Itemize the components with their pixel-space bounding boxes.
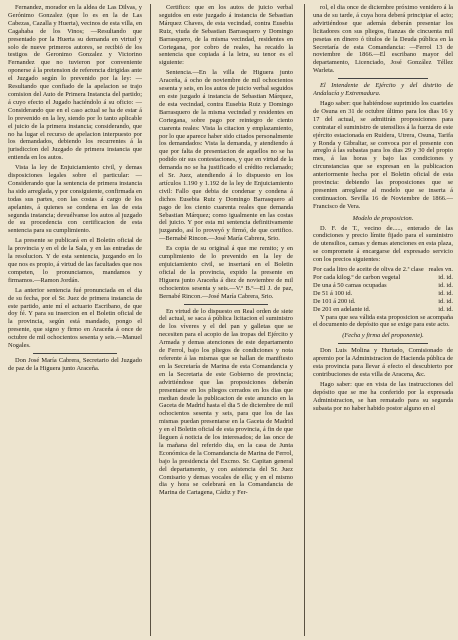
- column-3: [313, 4, 453, 636]
- column-2: [159, 4, 293, 636]
- price-line-label: De 101 á 200 id.: [313, 297, 356, 305]
- price-line: [313, 282, 453, 290]
- column-1: [8, 4, 142, 636]
- price-line: [313, 266, 453, 274]
- price-line-unit: id. id.: [438, 289, 453, 297]
- separator: [338, 343, 428, 344]
- price-line-label: Por cada kilog.º de carbon vegetal: [313, 274, 401, 281]
- price-line-unit: id. id.: [438, 297, 453, 305]
- column-divider: [150, 4, 151, 636]
- price-line: [313, 306, 453, 314]
- paragraph: Certifico: que en los autos de juicio verbal seguidos en este juzgado á instancia de Sebastian Márquez Chaves, de esta vecindad, contra Eusebia Ruiz, viuda de Sebastian Barrasquero y Domingo Barrasquero, de la misma vecindad, residentes en Cortegana, por cobro de reales, ha recaido la sentencia que copiada á la letra, su tenor es el siguiente:: [159, 4, 293, 67]
- paragraph: Es copia de su original á que me remito; y en cumplimiento de lo prevenido en la ley de enjuiciamiento civil, se insertará en el Boletin oficial de la provincia, expido la presente en Higuera junto Araceña á diez de noviembre de mil ochocientos sesenta y seis.—V.º B.º—El J. de paz, Bernabé Rincon.—José María Cabrera, Srio.: [159, 245, 293, 300]
- paragraph: En virtud de lo dispuesto en Real orden de siete del actual, se saca á pública licitacion el suministro de los víveres y el del pan y galletas que se necesiten para el acopio de las tropas del Ejército y Armada y demas atenciones de este departamento de Ferrol, bajo los pliegos de condiciones y nota referente á las mismas que se hallan de manifiesto en la Secretaría de Marina de esta Comandancia y en la Secretaria de este Gobierno de provincia; advirtiéndose que las proposiciones deberán presentarse en los pliegos cerrados en los dias que median desde la publicacion de este anuncio en la Gaceta de Madrid hasta el dia 5 de diciembre de mil ochocientos sesenta y seis, para que los de las mismas puedan presentarse en la Gaceta de Madrid y en el Boletin oficial de esta provincia, á fin de que lleguen á noticia de los interesados; de las once de la mañana del referido dia, en la casa de Junta Económica de la Comandancia de Marina de Ferrol, bajo la presidencia del Excmo. Sr. Capitan general del departamento, y con asistencia del Sr. Juez Comisario y demas vocales de ella; y en el mismo dia y hora se celebrará en la Comandancia de Marina de Cartagena, Cádiz y Fer-: [159, 307, 293, 497]
- paragraph: Don José María Cabrera, Secretario del Juzgado de paz de la Higuera junto Araceña.: [8, 356, 142, 372]
- paragraph: Hago saber: que habiéndose suprimido los cuarteles de Osuna en 31 de octubre último para los dias 16 y 17 del actual, se admitirán proposiciones para contratar el suministro de utensilios á la fuerza de este ejército estacionada en Ruidera, Utrera, Osuna, Tarifa y Ronda y Gibraltar, se convoca por el presente con arreglo á las subastas para los dias 29 y 30 del propio mes, á las horas y bajo las condiciones y circunstancias que se expresan en la publicacion anteriormente hecha por el Boletin oficial de esta provincia: debiendo las proposiciones que se presenten arreglarse al modelo que se inserta á continuacion. Sevilla 16 de Noviembre de 1866.—Francisco de Vera.: [313, 99, 453, 210]
- price-line-label: Por cada litro de aceite de oliva de 2.ª clase: [313, 266, 424, 274]
- paragraph: Vista la ley de Enjuiciamiento civil, y demas disposiciones legales sobre el particular: —Considerando que la sentencia de primera instancia ha sido arreglada, y por consiguiente, confirmada en todas sus partes, con las costas á cargo de los apelantes, á quienes se condena en las de esta segunda instancia; devuélvanse los autos al juzgado de su procedencia con certificacion de esta sentencia para su cumplimiento.: [8, 164, 142, 235]
- price-lines: [313, 266, 453, 313]
- paragraph: rol, el dia once de diciembre próximo venidero á la una de su tarde, á cuya hora deberá principiar el acto; advirtiéndose que además deberán presentar los licitadores con sus pliegos, fianzas de cincuenta mil pesetas en dinero ó títulos de la Deuda pública en la Secretaría de esta Comandancia: —Ferrol 13 de noviembre de 1866.—El escribano mayor del departamento, Licenciado, José González Téllez Warleta.: [313, 4, 453, 75]
- paragraph: La presente se publicará en el Boletin oficial de la provincia y en el de la Sala, y en las entradas de la resolucion. Y de esta sentencia, juzgando en lo que nos es propio, á virtud de las facultades que nos competen, lo pronunciamos, mandamos y firmamos.—Ramon Jordán.: [8, 237, 142, 284]
- paragraph: Hago saber: que en vista de las instrucciones del depósito que se me ha conferido por la expresada Administracion, se han rematado para su segunda subasta por no haber habido postor alguno en el: [313, 380, 453, 412]
- price-line: [313, 274, 453, 282]
- paragraph: D. F. de T., vecino de....., enterado de las condiciones y precio límite fijado para el suministro de utensilios, camas y demas atenciones en esta plaza, se compromete á encargarse del expresado servicio con los precios siguientes:: [313, 224, 453, 264]
- price-line-unit: id. id.: [438, 305, 453, 313]
- price-line-unit: id. id.: [438, 281, 453, 289]
- section-title: Modelo de proposicion.: [352, 214, 414, 222]
- column-divider: [304, 4, 305, 636]
- price-line-unit: reales vn.: [428, 266, 453, 274]
- price-line: [313, 290, 453, 298]
- paragraph: Y para que sea válida esta proposicion se acompaña el documento de depósito que se exige para este acto.: [313, 313, 453, 329]
- price-line-label: De 51 á 100 id.: [313, 289, 353, 297]
- price-line-label: De 201 en adelante id.: [313, 305, 371, 313]
- separator: [33, 353, 117, 354]
- price-line-label: De una á 50 camas ocupadas: [313, 281, 387, 289]
- paragraph: La anterior sentencia fué pronunciada en el dia de su fecha, por el Sr. Juez de primera instancia de este partido, ante mí el actuario Escribano, de que doy fé. Y para su insercion en el Boletin oficial de la provincia, según está mandado, pongo el presente, que signo y firmo en Araceña á once de octubre de mil ochocientos sesenta y seis.—Manuel Nogales.: [8, 286, 142, 350]
- paragraph: El Intendente de Ejército y del distrito de Andalucía y Extremadura.: [313, 82, 453, 98]
- paragraph: Don Luis Molina y Hurtado, Comisionado de apremio por la Administracion de Hacienda pública de esta provincia para llevar á efecto el descubierto por contribuciones de esta villa de Aracena, &c.: [313, 347, 453, 378]
- signature-note: (Fecha y firma del proponente).: [342, 332, 424, 340]
- separator: [338, 78, 428, 79]
- price-line: [313, 298, 453, 306]
- price-line-unit: id. id.: [438, 274, 453, 281]
- paragraph: Sentencia.—En la villa de Higuera junto Araceña, á ocho de noviembre de mil ochocientos sesenta y seis, en los autos de juicio verbal seguidos en este juzgado á instancia de Sebastian Márquez, de esta vecindad, contra Eusebia Ruiz y Domingo Barrasquero de la misma vecindad y residentes en Cortegana, sobre pago por reintegro de ciento cuarenta reales: Vista la citacion y emplazamiento, por lo que aparece haber sido citados personalmente los demandados: Vista la demanda, y atendiendo á que por falta de presentacion de aquellos no se ha podido oir sus contestaciones, y que en virtud de la demanda no se ha justificado el crédito reclamado; el Sr. Juez, atendiendo á lo dispuesto en los artículos 1.190 y 1.192 de la ley de Enjuiciamiento civil: Fallo que debia de condenar y condena á dichos Eusebia Ruiz y Domingo Barrasquero al pago de los ciento cuarenta reales que demanda Sebastian Márquez; como igualmente en las costas del juicio. Y por esta mi sentencia definitivamente juzgando, así lo proveyó y firmó, de que certifico.—Bernabé Rincon.—José María Cabrera, Srio.: [159, 69, 293, 243]
- paragraph: Fernandez, morador en la aldea de Las Dilvas, y Gerónimo Gonzalez (que lo es en la de Las Cabezas, Cazalla y Huerta), vecinos de esta villa, en Cagahaba de los Vinos; —Resultando que presentado por la Huerta su demanda en virtud y solo de nueve primeros autores, se recibió de los testigos de Geronimo Gonzalez y Victorino Fernandez que no tuvieron por conveniente oponerse á la pretension de referencia dirigidas ante el Juzgado según lo prevenido por la ley: —Resultando que confiado de la apelacion se trajo comision del Auto de Primera Instancia del partido; á cuyo efecto el Jugado haciéndolo á su oficio: —Considerando que en el caso actual se ha de estar á lo prevenido en la ley, siendo por lo tanto aplicable el juicio de la primera instancia; considerando, que no ha lugar el recurso de apelacion interpuesto por los demandados, debiendo los recurrentes á la jurisdiccion del Juzgado de primera instancia que entienda en los autos.: [8, 4, 142, 162]
- separator: [184, 304, 268, 305]
